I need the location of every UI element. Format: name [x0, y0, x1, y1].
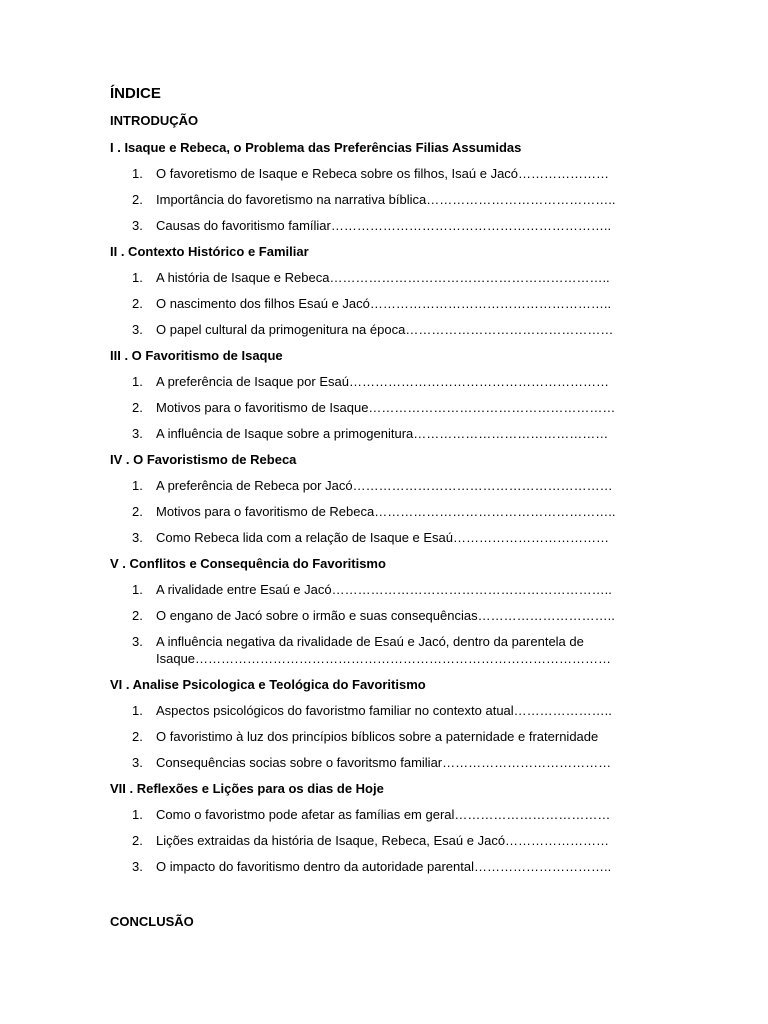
entry-number: 1. [132, 703, 143, 718]
section-heading: III . O Favoritismo de Isaque [110, 348, 283, 363]
entry-text: O impacto do favoritismo dentro da autoridade parental………………………….. [156, 859, 612, 874]
entry-number: 2. [132, 400, 143, 415]
index-entry [110, 477, 660, 494]
index-entry [110, 754, 660, 771]
entry-text: A história de Isaque e Rebeca……………………………………………………….. [156, 270, 610, 285]
entry-number: 1. [132, 478, 143, 493]
entry-number: 1. [132, 582, 143, 597]
entry-text: A rivalidade entre Esaú e Jacó……………………………………………………….. [156, 582, 612, 597]
entry-number: 3. [132, 755, 143, 770]
index-entry [110, 633, 660, 667]
index-entry [110, 425, 660, 442]
index-entry [110, 728, 660, 745]
entry-text: Motivos para o favoritismo de Isaque………………………………………………… [156, 400, 616, 415]
entry-text: Consequências socias sobre o favoritsmo familiar………………………………… [156, 755, 612, 770]
index-section [110, 780, 660, 875]
index-entry [110, 373, 660, 390]
entry-text: A influência de Isaque sobre a primogenitura……………………………………… [156, 426, 609, 441]
entry-number: 1. [132, 166, 143, 181]
entry-number: 2. [132, 504, 143, 519]
entry-text: Aspectos psicológicos do favoristmo familiar no contexto atual………………….. [156, 703, 612, 718]
entry-number: 3. [132, 530, 143, 545]
entry-number: 1. [132, 374, 143, 389]
index-entry [110, 295, 660, 312]
entry-text: Causas do favoritismo famíliar……………………………………………………….. [156, 218, 612, 233]
index-entry [110, 858, 660, 875]
entry-number: 2. [132, 296, 143, 311]
entry-number: 2. [132, 729, 143, 744]
entry-text: O favoretismo de Isaque e Rebeca sobre os filhos, Isaú e Jacó………………… [156, 166, 610, 181]
section-heading: VI . Analise Psicologica e Teológica do Favoritismo [110, 677, 426, 692]
index-entry [110, 321, 660, 338]
index-section [110, 139, 660, 234]
index-entry [110, 702, 660, 719]
index-entry [110, 399, 660, 416]
entry-number: 3. [132, 218, 143, 233]
index-entry [110, 529, 660, 546]
entry-text: O papel cultural da primogenitura na época………………………………………… [156, 322, 614, 337]
section-heading: I . Isaque e Rebeca, o Problema das Preferências Filias Assumidas [110, 140, 522, 155]
entry-number: 3. [132, 859, 143, 874]
entry-text: Como Rebeca lida com a relação de Isaque e Esaú……………………………… [156, 530, 610, 545]
index-entry [110, 581, 660, 598]
index-entry [110, 191, 660, 208]
index-entry [110, 607, 660, 624]
intro-heading: INTRODUÇÃO [110, 113, 199, 128]
index-section [110, 347, 660, 442]
entry-number: 3. [132, 322, 143, 337]
entry-text: Como o favoristmo pode afetar as famílias em geral……………………………… [156, 807, 611, 822]
index-section [110, 243, 660, 338]
entry-number: 2. [132, 192, 143, 207]
index-entry [110, 269, 660, 286]
section-heading: VII . Reflexões e Lições para os dias de Hoje [110, 781, 384, 796]
section-heading: IV . O Favoristismo de Rebeca [110, 452, 297, 467]
index-entry [110, 217, 660, 234]
entry-text: O nascimento dos filhos Esaú e Jacó……………………………………………….. [156, 296, 612, 311]
entry-text: Importância do favoretismo na narrativa bíblica…………………………………….. [156, 192, 616, 207]
index-title: ÍNDICE [110, 85, 161, 102]
entry-number: 3. [132, 634, 143, 649]
index-section [110, 676, 660, 771]
entry-number: 1. [132, 270, 143, 285]
entry-number: 2. [132, 608, 143, 623]
entry-text: A preferência de Isaque por Esaú…………………………………………………… [156, 374, 609, 389]
index-entry [110, 165, 660, 182]
section-heading: V . Conflitos e Consequência do Favoritismo [110, 556, 386, 571]
entry-text: O favoristimo à luz dos princípios bíblicos sobre a paternidade e fraternidade [156, 729, 599, 744]
entry-text: O engano de Jacó sobre o irmão e suas consequências………………………….. [156, 608, 615, 623]
entry-text: Motivos para o favoritismo de Rebeca……………………………………………….. [156, 504, 616, 519]
index-entry [110, 503, 660, 520]
index-section [110, 555, 660, 667]
index-entry [110, 832, 660, 849]
index-section [110, 451, 660, 546]
entry-number: 3. [132, 426, 143, 441]
index-entry [110, 806, 660, 823]
entry-text: A influência negativa da rivalidade de Esaú e Jacó, dentro da parentela de Isaque…………………………………………………………………………………… [156, 634, 612, 666]
conclusion-heading: CONCLUSÃO [110, 914, 194, 929]
entry-text: A preferência de Rebeca por Jacó…………………………………………………… [156, 478, 613, 493]
entry-number: 1. [132, 807, 143, 822]
section-heading: II . Contexto Histórico e Familiar [110, 244, 309, 259]
entry-text: Lições extraidas da história de Isaque, Rebeca, Esaú e Jacó…………………… [156, 833, 610, 848]
entry-number: 2. [132, 833, 143, 848]
index-sections [110, 139, 660, 884]
